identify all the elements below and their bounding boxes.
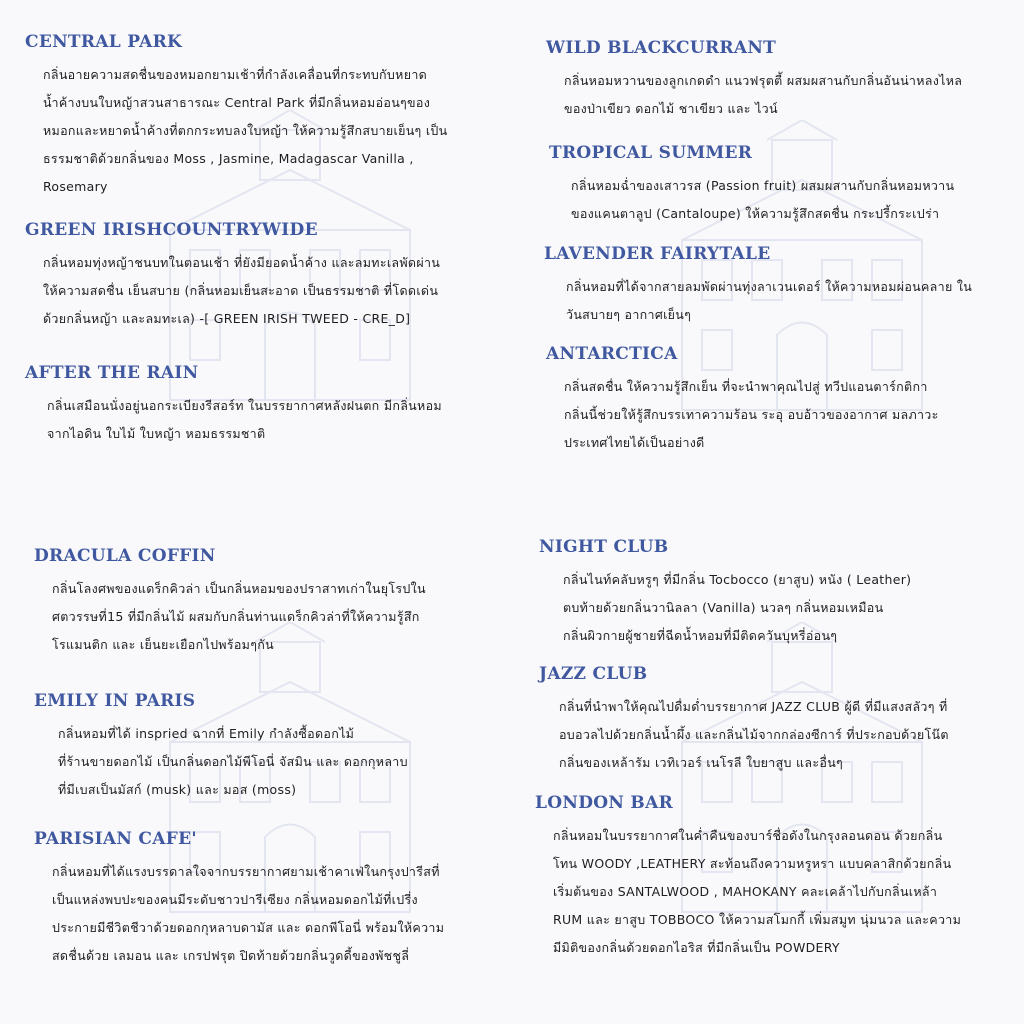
panel-top-left bbox=[0, 0, 512, 512]
description-line: ของป่าเขียว ดอกไม้ ชาเขียว และ ไวน์ bbox=[564, 101, 778, 116]
description-line: กลิ่นอายความสดชื่นของหมอกยามเช้าที่กำลังเคลื่อนที่กระทบกับหยาด bbox=[43, 67, 428, 82]
scent-description bbox=[47, 392, 442, 448]
scent-lavender-fairytale bbox=[544, 243, 972, 329]
scent-title: LAVENDER FAIRYTALE bbox=[544, 244, 771, 264]
scent-title: CENTRAL PARK bbox=[25, 32, 183, 52]
scent-description bbox=[566, 273, 972, 329]
scent-description bbox=[564, 373, 939, 457]
scent-title: PARISIAN CAFE' bbox=[34, 829, 197, 849]
description-line: ด้วยกลิ่นหญ้า และลมทะเล) -[ GREEN IRISH TWEED - CRE_D] bbox=[43, 311, 411, 326]
scent-wild-blackcurrant bbox=[546, 37, 962, 123]
scent-description bbox=[58, 720, 408, 804]
scent-antarctica bbox=[546, 343, 939, 457]
description-line: โรแมนติก และ เย็นยะเยือกไปพร้อมๆกัน bbox=[52, 637, 274, 652]
scent-description bbox=[559, 693, 949, 777]
description-line: มีมิติของกลิ่นด้วยดอกไอริส ที่มีกลิ่นเป็น POWDERY bbox=[553, 940, 840, 955]
description-line: กลิ่นเสมือนนั่งอยู่นอกระเบียงรีสอร์ท ในบรรยากาศหลังฝนตก มีกลิ่นหอม bbox=[47, 398, 442, 413]
scent-central-park bbox=[25, 31, 448, 201]
description-line: เริ่มต้นของ SANTALWOOD , MAHOKANY คละเคล้าไปกับกลิ่นเหล้า bbox=[553, 884, 938, 899]
scent-jazz-club bbox=[539, 663, 949, 777]
description-line: กลิ่นหอมฉ่ำของเสาวรส (Passion fruit) ผสมผสานกับกลิ่นหอมหวาน bbox=[571, 178, 955, 193]
description-line: น้ำค้างบนใบหญ้าสวนสาธารณะ Central Park ที่มีกลิ่นหอมอ่อนๆของ bbox=[43, 95, 431, 110]
description-line: กลิ่นโลงศพของแดร็กคิวล่า เป็นกลิ่นหอมของปราสาทเก่าในยุโรปใน bbox=[52, 581, 426, 596]
panel-top-right bbox=[512, 0, 1024, 512]
description-line: เป็นแหล่งพบปะของคนมีระดับชาวปารีเซียง กลิ่นหอมดอกไม้ที่เปรี่ง bbox=[52, 892, 418, 907]
scent-tropical-summer bbox=[549, 142, 954, 228]
scent-description bbox=[571, 172, 954, 228]
scent-after-the-rain bbox=[25, 362, 442, 448]
scent-description bbox=[52, 858, 444, 970]
description-line: กลิ่นของเหล้ารัม เวทิเวอร์ เนโรลี ใบยาสูบ และอื่นๆ bbox=[559, 755, 844, 770]
description-line: กลิ่นหอมทุ่งหญ้าชนบทในตอนเช้า ที่ยังมียอดน้ำค้าง และลมทะเลพัดผ่าน bbox=[43, 255, 441, 270]
description-line: ที่ร้านขายดอกไม้ เป็นกลิ่นดอกไม้พีโอนี่ จัสมิน และ ดอกกุหลาบ bbox=[58, 754, 408, 769]
scent-title: NIGHT CLUB bbox=[539, 537, 669, 557]
scent-parisian-cafe bbox=[34, 828, 444, 970]
description-line: RUM และ ยาสูบ TOBBOCO ให้ความสโมกกี้ เพิ่มสมูท นุ่มนวล และความ bbox=[553, 912, 962, 927]
description-line: ประกายมีชีวิตชีวาด้วยดอกกุหลาบดามัส และ ดอกพีโอนี่ พร้อมให้ความ bbox=[52, 920, 445, 935]
scent-london-bar bbox=[535, 792, 961, 962]
description-line: ศตวรรษที่15 ที่มีกลิ่นไม้ ผสมกับกลิ่นท่านแดร็กคิวล่าที่ให้ความรู้สึก bbox=[52, 609, 420, 624]
description-line: ของแคนตาลูป (Cantaloupe) ให้ความรู้สึกสดชื่น กระปรี้กระเปร่า bbox=[571, 206, 940, 221]
scent-description bbox=[43, 61, 448, 201]
description-line: กลิ่นที่นำพาให้คุณไปดื่มด่ำบรรยากาศ JAZZ CLUB ผู้ดี ที่มีแสงสลัวๆ ที่ bbox=[559, 699, 948, 714]
description-line: Rosemary bbox=[43, 179, 108, 194]
description-line: ให้ความสดชื่น เย็นสบาย (กลิ่นหอมเย็นสะอาด เป็นธรรมชาติ ที่โดดเด่น bbox=[43, 283, 439, 298]
scent-emily-in-paris bbox=[34, 690, 408, 804]
scent-title: GREEN IRISHCOUNTRYWIDE bbox=[25, 220, 318, 240]
description-line: กลิ่นหอมที่ได้แรงบรรดาลใจจากบรรยากาศยามเช้าคาเฟ่ในกรุงปารีสที่ bbox=[52, 864, 440, 879]
scent-title: JAZZ CLUB bbox=[539, 664, 648, 684]
scent-description bbox=[563, 566, 911, 650]
scent-title: DRACULA COFFIN bbox=[34, 546, 216, 566]
description-line: กลิ่นผิวกายผู้ชายที่ฉีดน้ำหอมที่มีติดควันบุหรี่อ่อนๆ bbox=[563, 628, 838, 643]
scent-title: EMILY IN PARIS bbox=[34, 691, 196, 711]
scent-title: LONDON BAR bbox=[535, 793, 673, 813]
scent-description bbox=[553, 822, 961, 962]
description-line: อบอวลไปด้วยกลิ่นน้ำผึ้ง และกลิ่นไม้จากกล่องซีการ์ ที่ประกอบด้วยโน๊ต bbox=[559, 727, 949, 742]
scent-night-club bbox=[539, 536, 911, 650]
description-line: กลิ่นหอมที่ได้จากสายลมพัดผ่านทุ่งลาเวนเดอร์ ให้ความหอมผ่อนคลาย ใน bbox=[566, 279, 973, 294]
description-line: สดชื่นด้วย เลมอน และ เกรปฟรุต ปิดท้ายด้วยกลิ่นวูดดี้ของพัชชูลี่ bbox=[52, 948, 410, 963]
description-line: หมอกและหยาดน้ำค้างที่ตกกระทบลงใบหญ้า ให้ความรู้สึกสบายเย็นๆ เป็น bbox=[43, 123, 448, 138]
scent-title: ANTARCTICA bbox=[546, 344, 678, 364]
description-line: กลิ่นนี้ช่วยให้รู้สึกบรรเทาความร้อน ระอุ อบอ้าวของอากาศ มลภาวะ bbox=[564, 407, 939, 422]
scent-dracula-coffin bbox=[34, 545, 426, 659]
description-line: โทน WOODY ,LEATHERY สะท้อนถึงความหรูหรา แบบคลาสิกด้วยกลิ่น bbox=[553, 856, 952, 871]
description-line: ตบท้ายด้วยกลิ่นวานิลลา (Vanilla) นวลๆ กลิ่นหอมเหมือน bbox=[563, 600, 884, 615]
description-line: กลิ่นสดชื่น ให้ความรู้สึกเย็น ที่จะนำพาคุณไปสู่ ทวีปแอนตาร์กติกา bbox=[564, 379, 928, 394]
scent-title: TROPICAL SUMMER bbox=[549, 143, 753, 163]
panel-bottom-left bbox=[0, 512, 512, 1024]
description-line: กลิ่นหอมที่ได้ inspried ฉากที่ Emily กำลังซื้อดอกไม้ bbox=[58, 726, 355, 741]
description-line: จากไอดิน ใบไม้ ใบหญ้า หอมธรรมชาติ bbox=[47, 426, 266, 441]
description-line: กลิ่นหอมหวานของลูกเกดดำ แนวฟรุตตี้ ผสมผสานกับกลิ่นอันน่าหลงไหล bbox=[564, 73, 963, 88]
description-line: ที่มีเบสเป็นมัสก์ (musk) และ มอส (moss) bbox=[58, 782, 297, 797]
panel-bottom-right bbox=[512, 512, 1024, 1024]
description-line: วันสบายๆ อากาศเย็นๆ bbox=[566, 307, 692, 322]
scent-title: AFTER THE RAIN bbox=[25, 363, 199, 383]
scent-green-irish bbox=[25, 219, 440, 333]
description-line: ธรรมชาติด้วยกลิ่นของ Moss , Jasmine, Madagascar Vanilla , bbox=[43, 151, 414, 166]
description-line: ประเทศไทยได้เป็นอย่างดี bbox=[564, 435, 705, 450]
scent-description bbox=[43, 249, 440, 333]
scent-description bbox=[52, 575, 426, 659]
description-line: กลิ่นหอมในบรรยากาศในค่ำคืนของบาร์ชื่อดังในกรุงลอนดอน ด้วยกลิ่น bbox=[553, 828, 943, 843]
scent-description bbox=[564, 67, 962, 123]
description-line: กลิ่นไนท์คลับหรูๆ ที่มีกลิ่น Tocbocco (ยาสูบ) หนัง ( Leather) bbox=[563, 572, 912, 587]
scent-title: WILD BLACKCURRANT bbox=[546, 38, 777, 58]
